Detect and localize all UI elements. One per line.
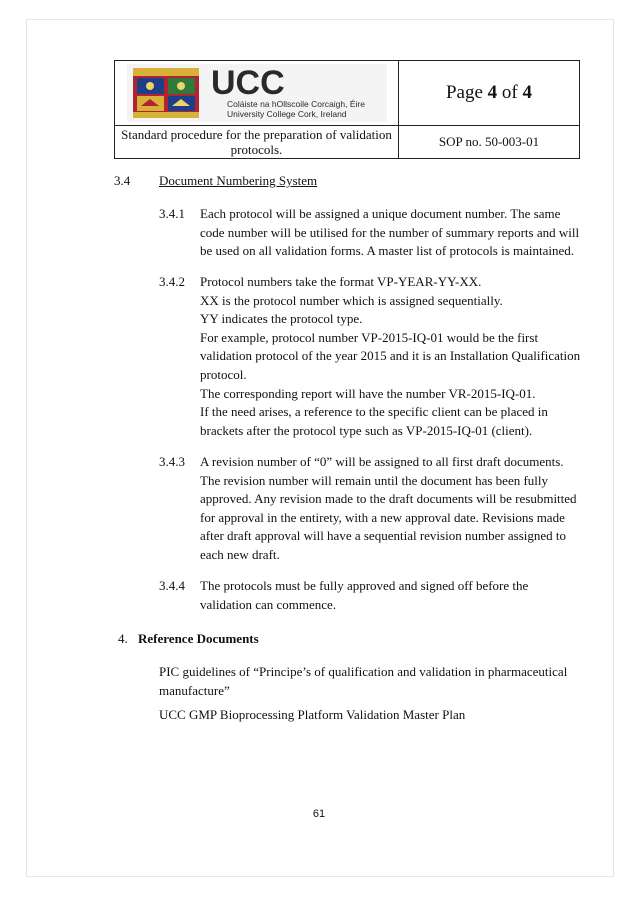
item-number: 3.4.4	[159, 578, 185, 593]
item-line: brackets after the protocol type such as VP-2015-IQ-01 (client).	[200, 422, 533, 438]
section-heading: Document Numbering System	[159, 173, 318, 188]
logo-irish-name: Coláiste na hOllscoile Corcaigh, Éire	[227, 99, 365, 109]
reference-line: UCC GMP Bioprocessing Platform Validation Master Plan	[159, 707, 466, 722]
item-line: If the need arises, a reference to the specific client can be placed in	[200, 404, 548, 420]
ucc-logo	[115, 61, 398, 125]
page-label: Page	[445, 82, 483, 103]
item-line: approved. Any revision made to the draft documents will be resubmitted	[200, 491, 577, 507]
item-line: A revision number of “0” will be assigned to all first draft documents.	[200, 454, 564, 469]
logo-brand-text: UCC	[211, 64, 285, 102]
item-line: code number will be utilised for the number of summary reports and will	[200, 224, 580, 240]
item-line: protocol.	[200, 367, 247, 382]
item-line: The protocols must be fully approved and signed off before the	[200, 578, 529, 593]
item-number: 3.4.2	[159, 274, 185, 289]
page-current: 4	[487, 82, 498, 103]
page-total: 4	[522, 82, 532, 103]
page-indicator-cell	[399, 61, 580, 126]
reference-line: manufacture”	[159, 682, 230, 698]
item-line: YY indicates the protocol type.	[200, 311, 363, 327]
item-number: 3.4.3	[159, 454, 185, 469]
item-line: Each protocol will be assigned a unique document number. The same	[200, 206, 561, 221]
document-title-line1: Standard procedure for the preparation of validation	[121, 127, 392, 142]
document-title-cell	[115, 126, 399, 159]
item-line: after draft approval will have a sequential revision number assigned to	[200, 528, 567, 544]
ucc-crest-icon	[133, 68, 199, 118]
item-line: The revision number will remain until the document has been fully	[200, 472, 549, 488]
item-line: The corresponding report will have the number VR-2015-IQ-01.	[200, 385, 536, 401]
logo-cell	[115, 61, 399, 126]
footer-page-number: 61	[312, 808, 326, 820]
item-line: validation protocol of the year 2015 and it is an Installation Qualification	[200, 348, 581, 364]
page-of: of	[501, 82, 518, 103]
item-line: XX is the protocol number which is assigned sequentially.	[200, 292, 503, 308]
sop-number: SOP no. 50-003-01	[438, 134, 540, 149]
section-heading: Reference Documents	[138, 631, 259, 646]
item-line: Protocol numbers take the format VP-YEAR-YY-XX.	[200, 274, 482, 289]
document-title-line2: protocols.	[230, 142, 283, 157]
item-line: each new draft.	[200, 547, 280, 562]
item-line: for approval in the entirety, with a new approval date. Revisions made	[200, 509, 565, 525]
reference-line: PIC guidelines of “Principe’s of qualification and validation in pharmaceutical	[159, 664, 568, 679]
item-line: validation can commence.	[200, 596, 337, 612]
document-header-table	[114, 60, 580, 159]
item-line: be used on all validation forms. A master list of protocols is maintained.	[200, 243, 575, 259]
sop-number-cell	[399, 126, 580, 159]
logo-english-name: University College Cork, Ireland	[227, 109, 347, 119]
section-number: 4.	[118, 631, 128, 646]
item-number: 3.4.1	[159, 206, 185, 221]
item-line: For example, protocol number VP-2015-IQ-01 would be the first	[200, 329, 539, 345]
section-number: 3.4	[114, 173, 131, 188]
ucc-crest-logo-icon	[127, 64, 387, 122]
